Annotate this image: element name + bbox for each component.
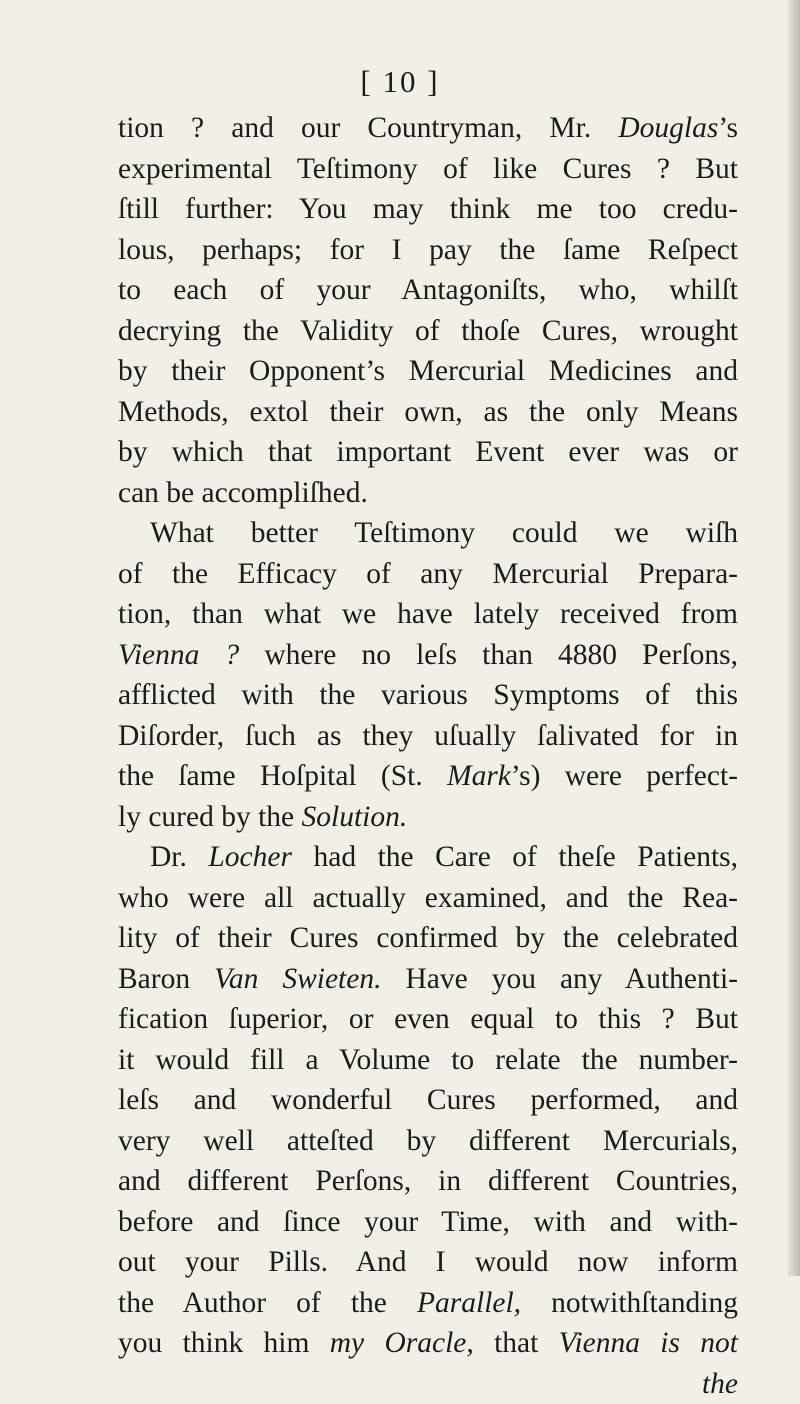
italic-text: Parallel, bbox=[417, 1287, 521, 1319]
italic-text: Van Swieten. bbox=[214, 963, 381, 995]
text-run: fication ſuperior, or even equal to this ? But bbox=[118, 1003, 738, 1035]
text-line bbox=[118, 108, 738, 149]
text-run: Have you any Authenti- bbox=[381, 963, 738, 995]
text-run: lous, perhaps; for I pay the ſame Reſpect bbox=[118, 234, 738, 266]
text-run: ’s) were perfect- bbox=[511, 760, 738, 792]
text-run: where no leſs than 4880 Perſons, bbox=[239, 639, 738, 671]
text-run: you think him bbox=[118, 1327, 330, 1359]
text-run: afflicted with the various Symptoms of this bbox=[118, 679, 738, 711]
italic-text: Solution. bbox=[302, 801, 408, 833]
text-line bbox=[118, 716, 738, 757]
text-line bbox=[118, 999, 738, 1040]
text-run: of the Efficacy of any Mercurial Prepara- bbox=[118, 558, 738, 590]
text-run: it would fill a Volume to relate the number- bbox=[118, 1044, 738, 1076]
text-line bbox=[118, 1323, 738, 1364]
italic-text: the bbox=[702, 1368, 738, 1400]
text-line bbox=[118, 918, 738, 959]
italic-text: Mark bbox=[447, 760, 511, 792]
italic-text: Douglas bbox=[618, 112, 718, 144]
text-line bbox=[118, 797, 738, 838]
text-line bbox=[118, 594, 738, 635]
text-line bbox=[118, 675, 738, 716]
text-run: Dr. bbox=[150, 841, 208, 873]
text-line bbox=[118, 1364, 738, 1404]
text-run: very well atteſted by different Mercurials, bbox=[118, 1125, 738, 1157]
text-run: Diſorder, ſuch as they uſually ſalivated for in bbox=[118, 720, 738, 752]
text-run: and different Perſons, in different Countries, bbox=[118, 1165, 738, 1197]
page-number: [ 10 ] bbox=[0, 64, 800, 100]
text-line bbox=[118, 756, 738, 797]
italic-text: my Oracle, bbox=[330, 1327, 474, 1359]
text-run: can be accompliſhed. bbox=[118, 477, 368, 509]
text-run: that bbox=[474, 1327, 559, 1359]
body-text bbox=[118, 108, 738, 1404]
italic-text: Vienna ? bbox=[118, 639, 239, 671]
text-line bbox=[118, 189, 738, 230]
text-run: ly cured by the bbox=[118, 801, 302, 833]
text-run: ſtill further: You may think me too credu- bbox=[118, 193, 738, 225]
text-run: the Author of the bbox=[118, 1287, 417, 1319]
text-run: to each of your Antagoniſts, who, whilſt bbox=[118, 274, 738, 306]
text-run: Baron bbox=[118, 963, 214, 995]
text-line bbox=[118, 1040, 738, 1081]
text-line bbox=[118, 513, 738, 554]
text-line bbox=[118, 230, 738, 271]
text-line bbox=[118, 1283, 738, 1324]
text-run: the ſame Hoſpital (St. bbox=[118, 760, 447, 792]
text-run: out your Pills. And I would now inform bbox=[118, 1246, 738, 1278]
text-line bbox=[118, 432, 738, 473]
text-run: by their Opponent’s Mercurial Medicines and bbox=[118, 355, 738, 387]
page-edge bbox=[788, 0, 800, 1276]
text-line bbox=[118, 959, 738, 1000]
text-line bbox=[118, 1202, 738, 1243]
text-run: before and ſince your Time, with and with- bbox=[118, 1206, 738, 1238]
text-run: experimental Teſtimony of like Cures ? But bbox=[118, 153, 738, 185]
text-line bbox=[118, 392, 738, 433]
text-line bbox=[118, 635, 738, 676]
text-line bbox=[118, 837, 738, 878]
text-line bbox=[118, 1242, 738, 1283]
text-line bbox=[118, 270, 738, 311]
text-run: leſs and wonderful Cures performed, and bbox=[118, 1084, 738, 1116]
text-line bbox=[118, 149, 738, 190]
text-line bbox=[118, 1121, 738, 1162]
italic-text: Vienna is not bbox=[559, 1327, 738, 1359]
text-line bbox=[118, 473, 738, 514]
text-run: tion ? and our Countryman, Mr. bbox=[118, 112, 618, 144]
text-run: who were all actually examined, and the Rea- bbox=[118, 882, 738, 914]
text-line bbox=[118, 1161, 738, 1202]
text-run: decrying the Validity of thoſe Cures, wrought bbox=[118, 315, 738, 347]
text-run: had the Care of theſe Patients, bbox=[292, 841, 738, 873]
text-run: What better Teſtimony could we wiſh bbox=[150, 517, 738, 549]
text-run: lity of their Cures confirmed by the celebrated bbox=[118, 922, 738, 954]
text-run: tion, than what we have lately received from bbox=[118, 598, 738, 630]
text-run: notwithſtanding bbox=[521, 1287, 738, 1319]
text-line bbox=[118, 1080, 738, 1121]
text-line bbox=[118, 554, 738, 595]
text-run: ’s bbox=[718, 112, 738, 144]
text-run: Methods, extol their own, as the only Means bbox=[118, 396, 738, 428]
text-line bbox=[118, 351, 738, 392]
text-line bbox=[118, 878, 738, 919]
italic-text: Locher bbox=[208, 841, 292, 873]
text-run: by which that important Event ever was or bbox=[118, 436, 738, 468]
text-line bbox=[118, 311, 738, 352]
